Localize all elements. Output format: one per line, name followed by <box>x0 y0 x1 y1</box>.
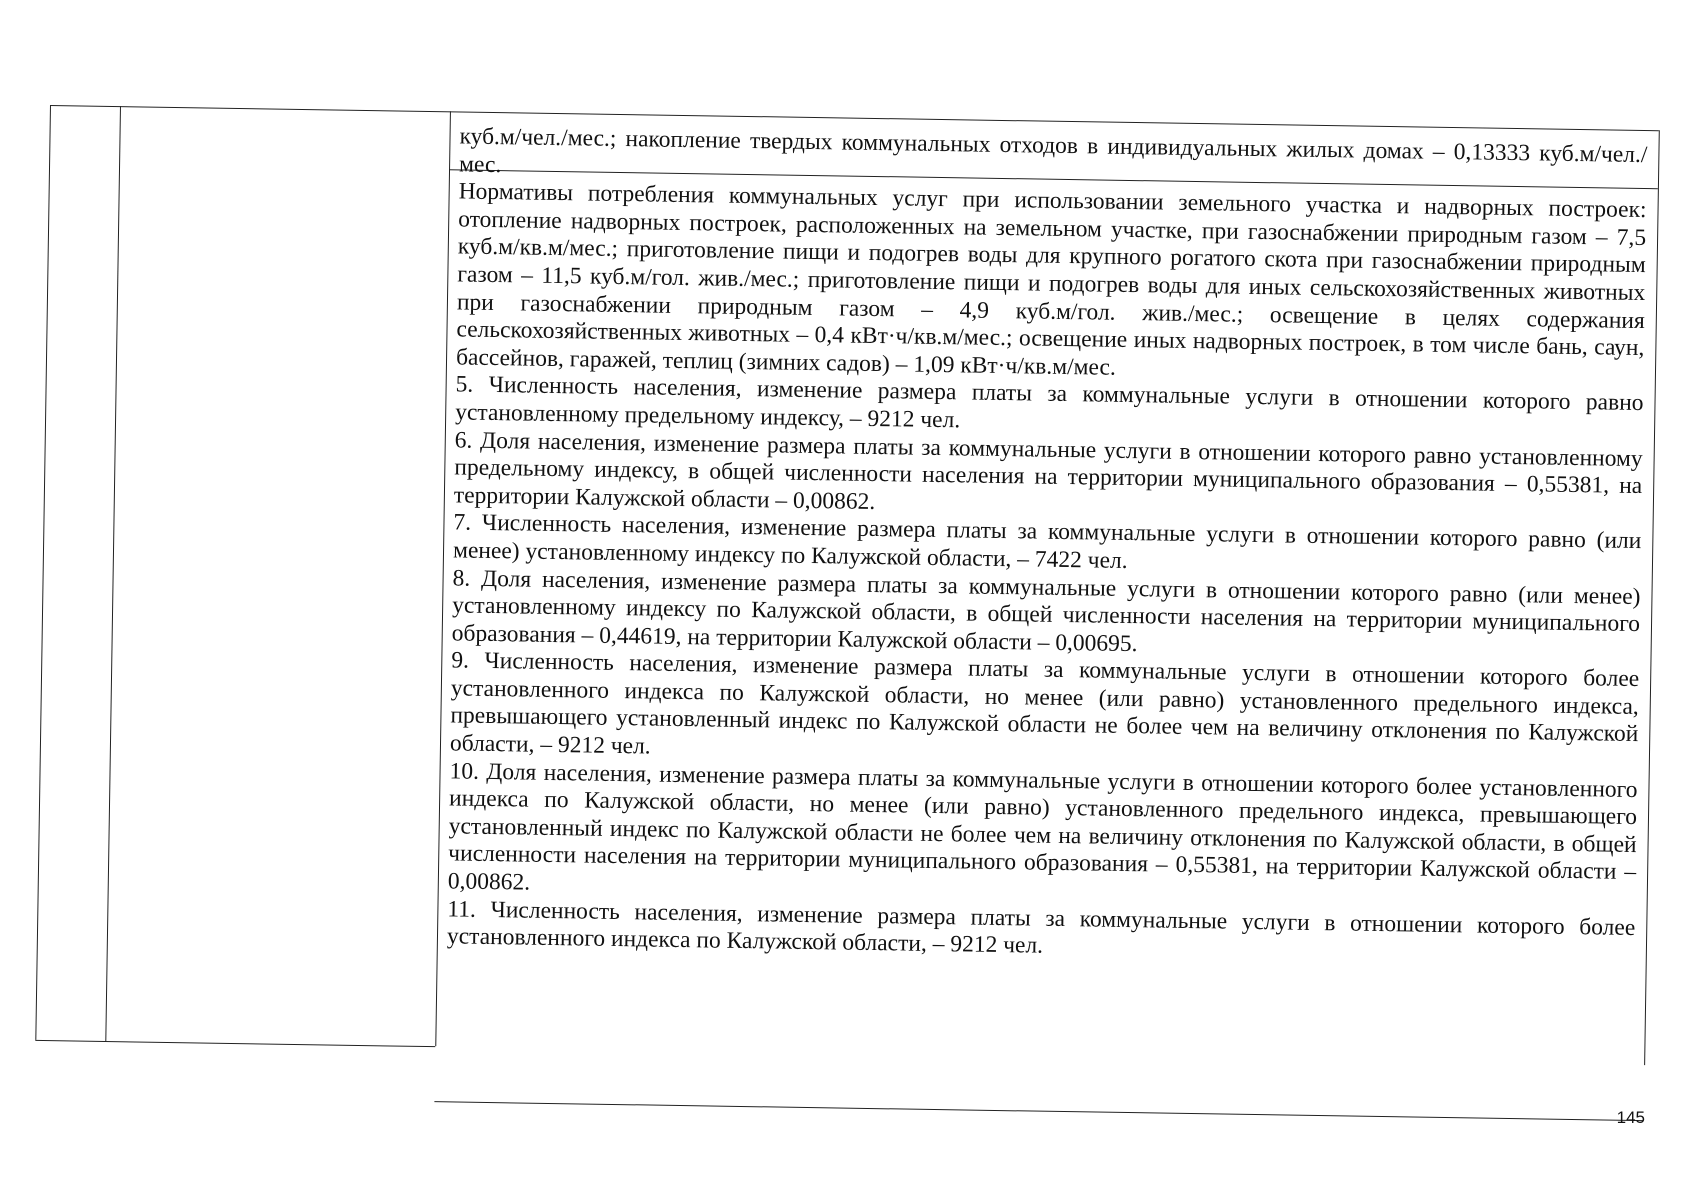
paragraph: 5. Численность населения, изменение размера платы за коммунальные услуги в отношении которого равно установленному предельному индексу, – 9212 чел. <box>455 371 1644 434</box>
paragraph: 6. Доля населения, изменение размера платы за коммунальные услуги в отношении которого равно установленному предельному индексу, в общей численности населения на территории муниципального образования – 0,55381, на территории Калужской области – 0,00862. <box>453 426 1643 515</box>
cell-bottom-border <box>434 1101 1643 1121</box>
paragraph: Нормативы потребления коммунальных услуг при использовании земельного участка и надворных построек: отопление надворных построек, расположенных на земельном участке, при газоснабжении природным газом – 7,5 куб.м/кв.м/мес.; приготовление пищи и подогрев воды для крупного рогатого скота при газоснабжении природным газом – 11,5 куб.м/гол. жив./мес.; приготовление пищи и подогрев воды для иных сельскохозяйственных животных при газоснабжении природным газом – 4,9 куб.м/гол. жив./мес.; освещение в целях содержания сельскохозяйственных животных – 0,4 кВт·ч/кв.м/мес.; освещение иных надворных построек, в том числе бань, саун, бассейнов, гаражей, теплиц (зимних садов) – 1,09 кВт·ч/кв.м/мес. <box>455 178 1647 381</box>
table-top-border <box>50 105 1659 131</box>
column-divider <box>105 106 121 1041</box>
paragraph: 7. Численность населения, изменение размера платы за коммунальные услуги в отношении которого равно (или менее) установленному индексу по Калужской области, – 7422 чел. <box>452 509 1642 574</box>
table-bottom-border <box>35 1040 435 1047</box>
table-left-border <box>35 105 51 1040</box>
paragraph: 9. Численность населения, изменение размера платы за коммунальные услуги в отношении которого более установленного индекса по Калужской области, но менее (или равно) установленного предельного индекса, превышающего установленный индекс по Калужской области не более чем на величину отклонения по Калужской области, – 9212 чел. <box>449 647 1640 760</box>
page-number: 145 <box>1616 1108 1645 1127</box>
paragraph: 11. Численность населения, изменение размера платы за коммунальные услуги в отношении которого более установленного индекса по Калужской области, – 9212 чел. <box>446 895 1636 959</box>
paragraph: 8. Доля населения, изменение размера платы за коммунальные услуги в отношении которого равно (или менее) установленному индексу по Калужской области, в общей численности населения на территории муниципального образования – 0,44619, на территории Калужской области – 0,00695. <box>451 564 1641 657</box>
paragraph: куб.м/чел./мес.; накопление твердых коммунальных отходов в индивидуальных жилых домах – 0,13333 куб.м/чел./мес. <box>458 123 1648 178</box>
content-table <box>35 105 1659 1065</box>
table-right-border <box>1644 130 1660 1065</box>
paragraph: 10. Доля населения, изменение размера платы за коммунальные услуги в отношении которого более установленного индекса по Калужской области, но менее (или равно) установленного предельного индекса, превышающего установленный индекс по Калужской области не более чем на величину отклонения по Калужской области, в общей численности населения на территории муниципального образования – 0,55381, на территории Калужской области – 0,00862. <box>447 758 1638 896</box>
table-cell-text <box>447 123 1648 969</box>
